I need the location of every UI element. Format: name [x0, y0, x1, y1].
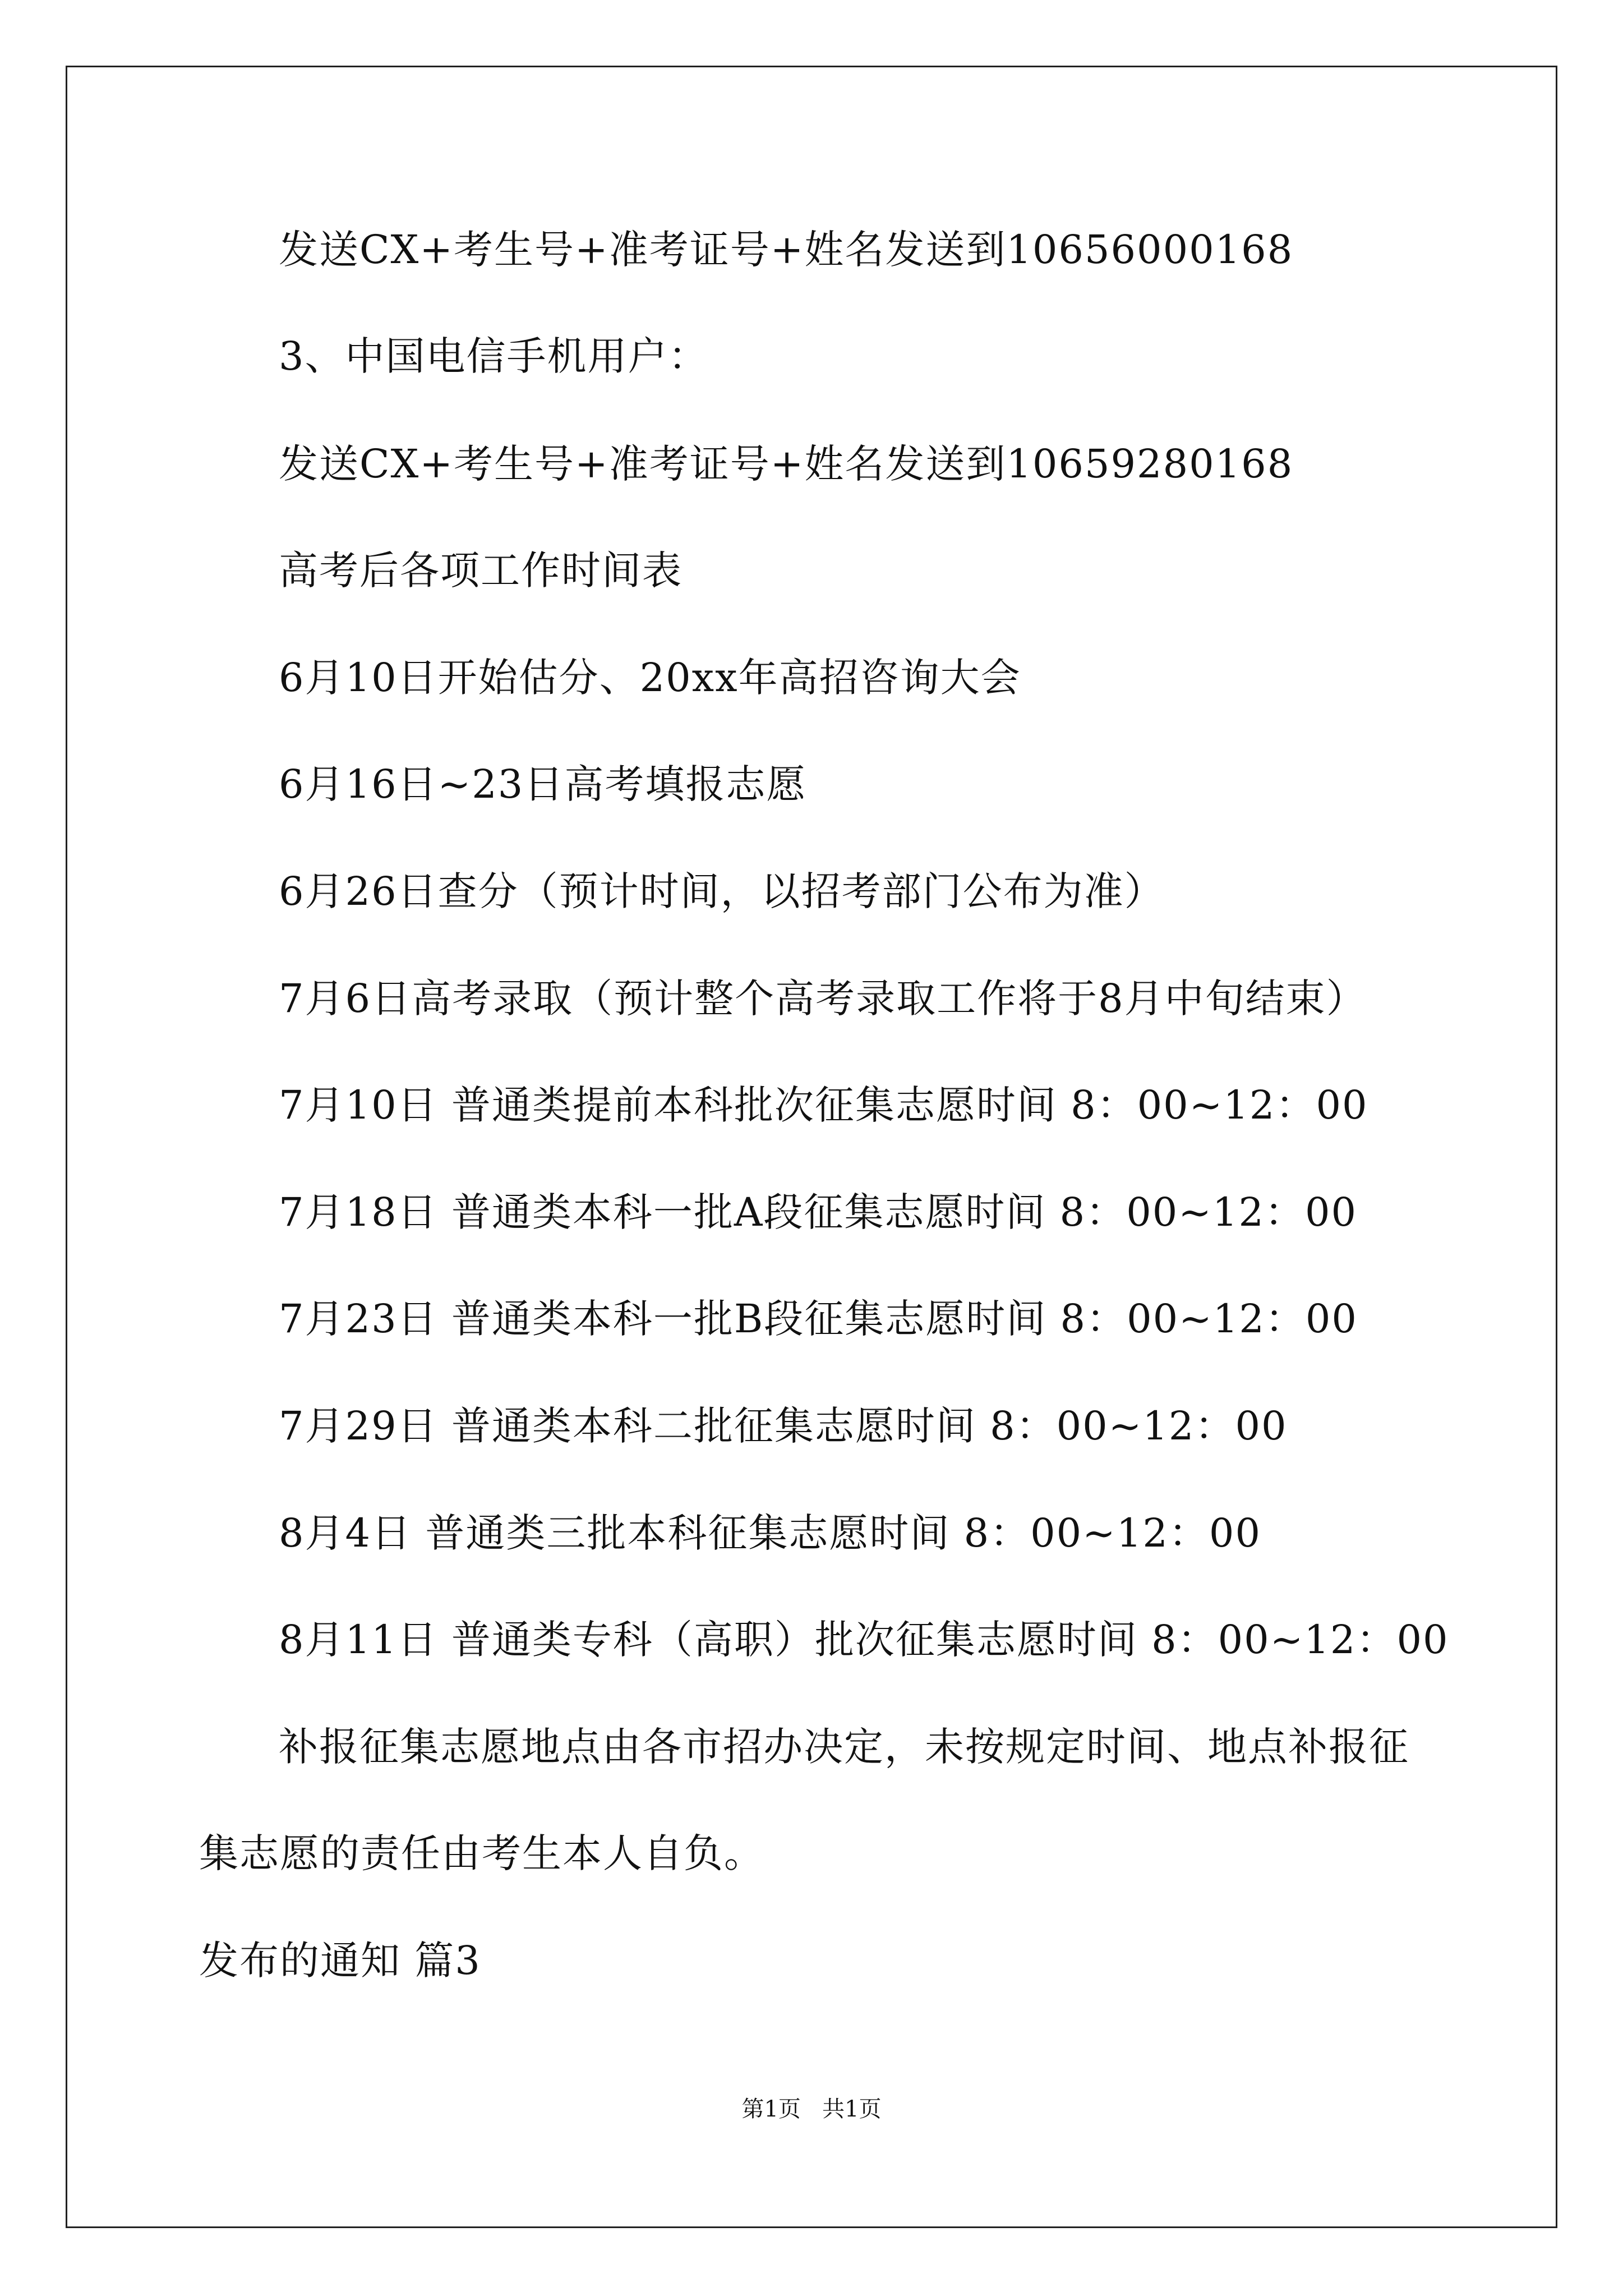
text-line-6: 6月16日~23日高考填报志愿 — [279, 761, 807, 807]
text-line-13: 8月4日 普通类三批本科征集志愿时间 8：00~12：00 — [279, 1510, 1261, 1556]
text-line-16: 集志愿的责任由考生本人自负。 — [199, 1830, 764, 1876]
text-line-2: 3、中国电信手机用户： — [279, 333, 709, 379]
text-line-11: 7月23日 普通类本科一批B段征集志愿时间 8：00~12：00 — [279, 1296, 1358, 1342]
text-line-8: 7月6日高考录取（预计整个高考录取工作将于8月中旬结束） — [279, 976, 1367, 1022]
text-line-9: 7月10日 普通类提前本科批次征集志愿时间 8：00~12：00 — [279, 1082, 1368, 1128]
text-line-10: 7月18日 普通类本科一批A段征集志愿时间 8：00~12：00 — [279, 1189, 1358, 1235]
text-line-3: 发送CX+考生号+准考证号+姓名发送到10659280168 — [279, 441, 1294, 487]
text-line-5: 6月10日开始估分、20xx年高招咨询大会 — [279, 655, 1021, 701]
text-line-7: 6月26日查分（预计时间，以招考部门公布为准） — [279, 868, 1165, 914]
text-line-12: 7月29日 普通类本科二批征集志愿时间 8：00~12：00 — [279, 1403, 1288, 1449]
section-heading-schedule: 高考后各项工作时间表 — [279, 547, 683, 593]
section-heading-notice-3: 发布的通知 篇3 — [199, 1938, 481, 1984]
text-line-14: 8月11日 普通类专科（高职）批次征集志愿时间 8：00~12：00 — [279, 1617, 1449, 1663]
page-border — [66, 66, 1557, 2228]
page-footer: 第1页 共1页 — [741, 2096, 882, 2122]
text-line-1: 发送CX+考生号+准考证号+姓名发送到10656000168 — [279, 227, 1294, 273]
text-line-15: 补报征集志愿地点由各市招办决定，未按规定时间、地点补报征 — [279, 1724, 1409, 1770]
